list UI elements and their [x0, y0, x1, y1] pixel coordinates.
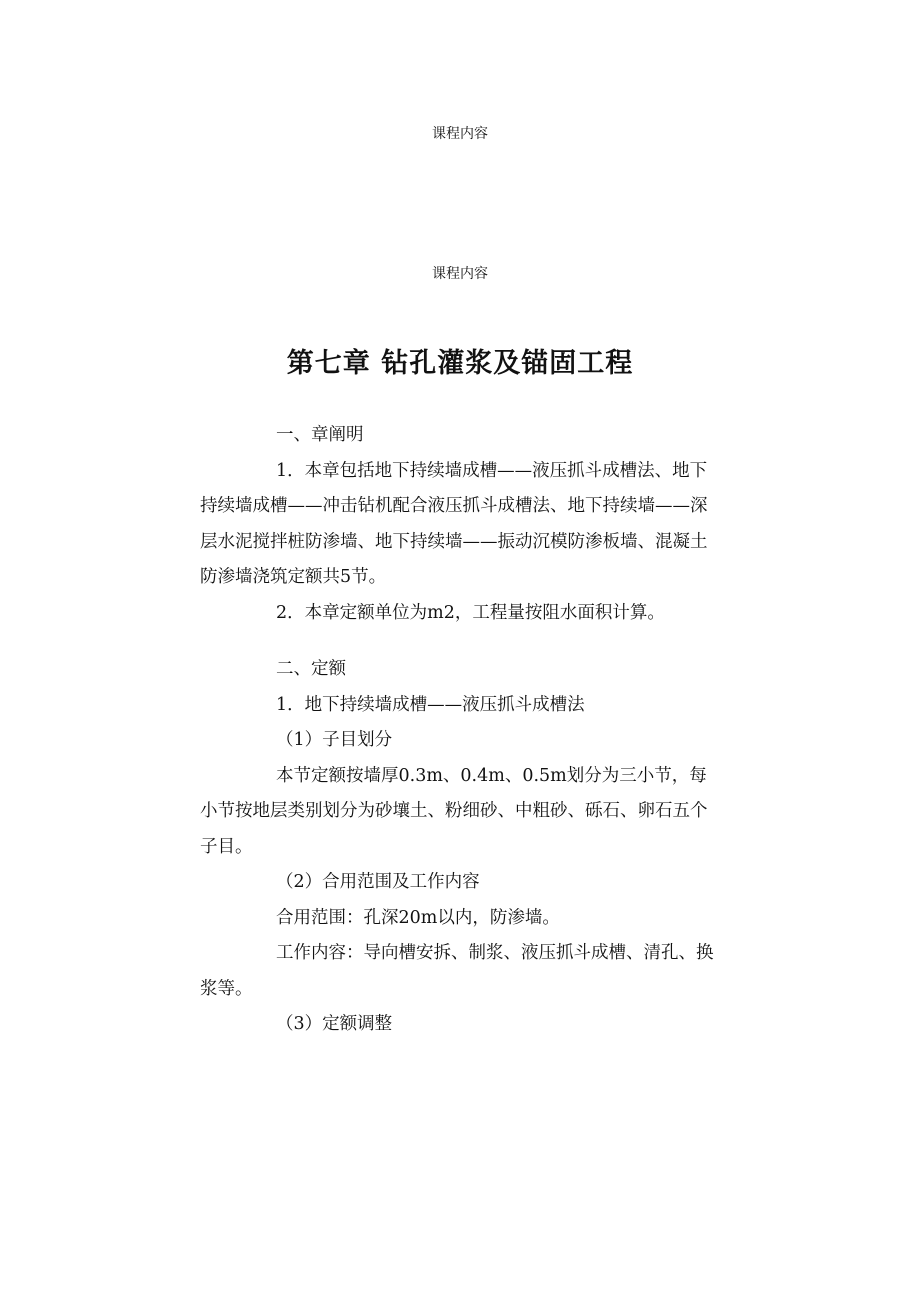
page-header-label: 课程内容	[432, 126, 488, 142]
paragraph-gap	[200, 631, 720, 652]
chapter-title: 第七章 钻孔灌浆及锚固工程	[286, 348, 634, 379]
document-body	[200, 418, 720, 1043]
paragraph-unit: 2．本章定额单位为m2，工程量按阻水面积计算。	[276, 602, 665, 623]
item-heading-adjustment: （3）定额调整	[276, 1014, 393, 1034]
item-heading-scope-work: （2）合用范围及工作内容	[276, 872, 480, 892]
paragraph-applicable-scope: 合用范围：孔深20m以内，防渗墙。	[276, 907, 560, 928]
section-header-label: 课程内容	[432, 266, 488, 282]
paragraph-subitems: 本节定额按墙厚0.3m、0.4m、0.5m划分为三小节，每小节按地层类别划分为砂壤土、粉细砂、中粗砂、砾石、卵石五个子目。	[200, 765, 708, 857]
subsection-heading-hydraulic-grab: 1．地下持续墙成槽——液压抓斗成槽法	[276, 694, 585, 715]
item-heading-subitems: （1）子目划分	[276, 730, 393, 750]
section-heading-quota: 二、定额	[276, 659, 346, 679]
paragraph-scope: 1．本章包括地下持续墙成槽——液压抓斗成槽法、地下持续墙成槽——冲击钻机配合液压抓斗成槽法、地下持续墙——深层水泥搅拌桩防渗墙、地下持续墙——振动沉模防渗板墙、混凝土防渗墙浇筑定额共5节。	[200, 460, 708, 587]
paragraph-work-content: 工作内容：导向槽安拆、制浆、液压抓斗成槽、清孔、换浆等。	[200, 943, 714, 999]
section-heading-explanation: 一、章阐明	[276, 425, 364, 445]
